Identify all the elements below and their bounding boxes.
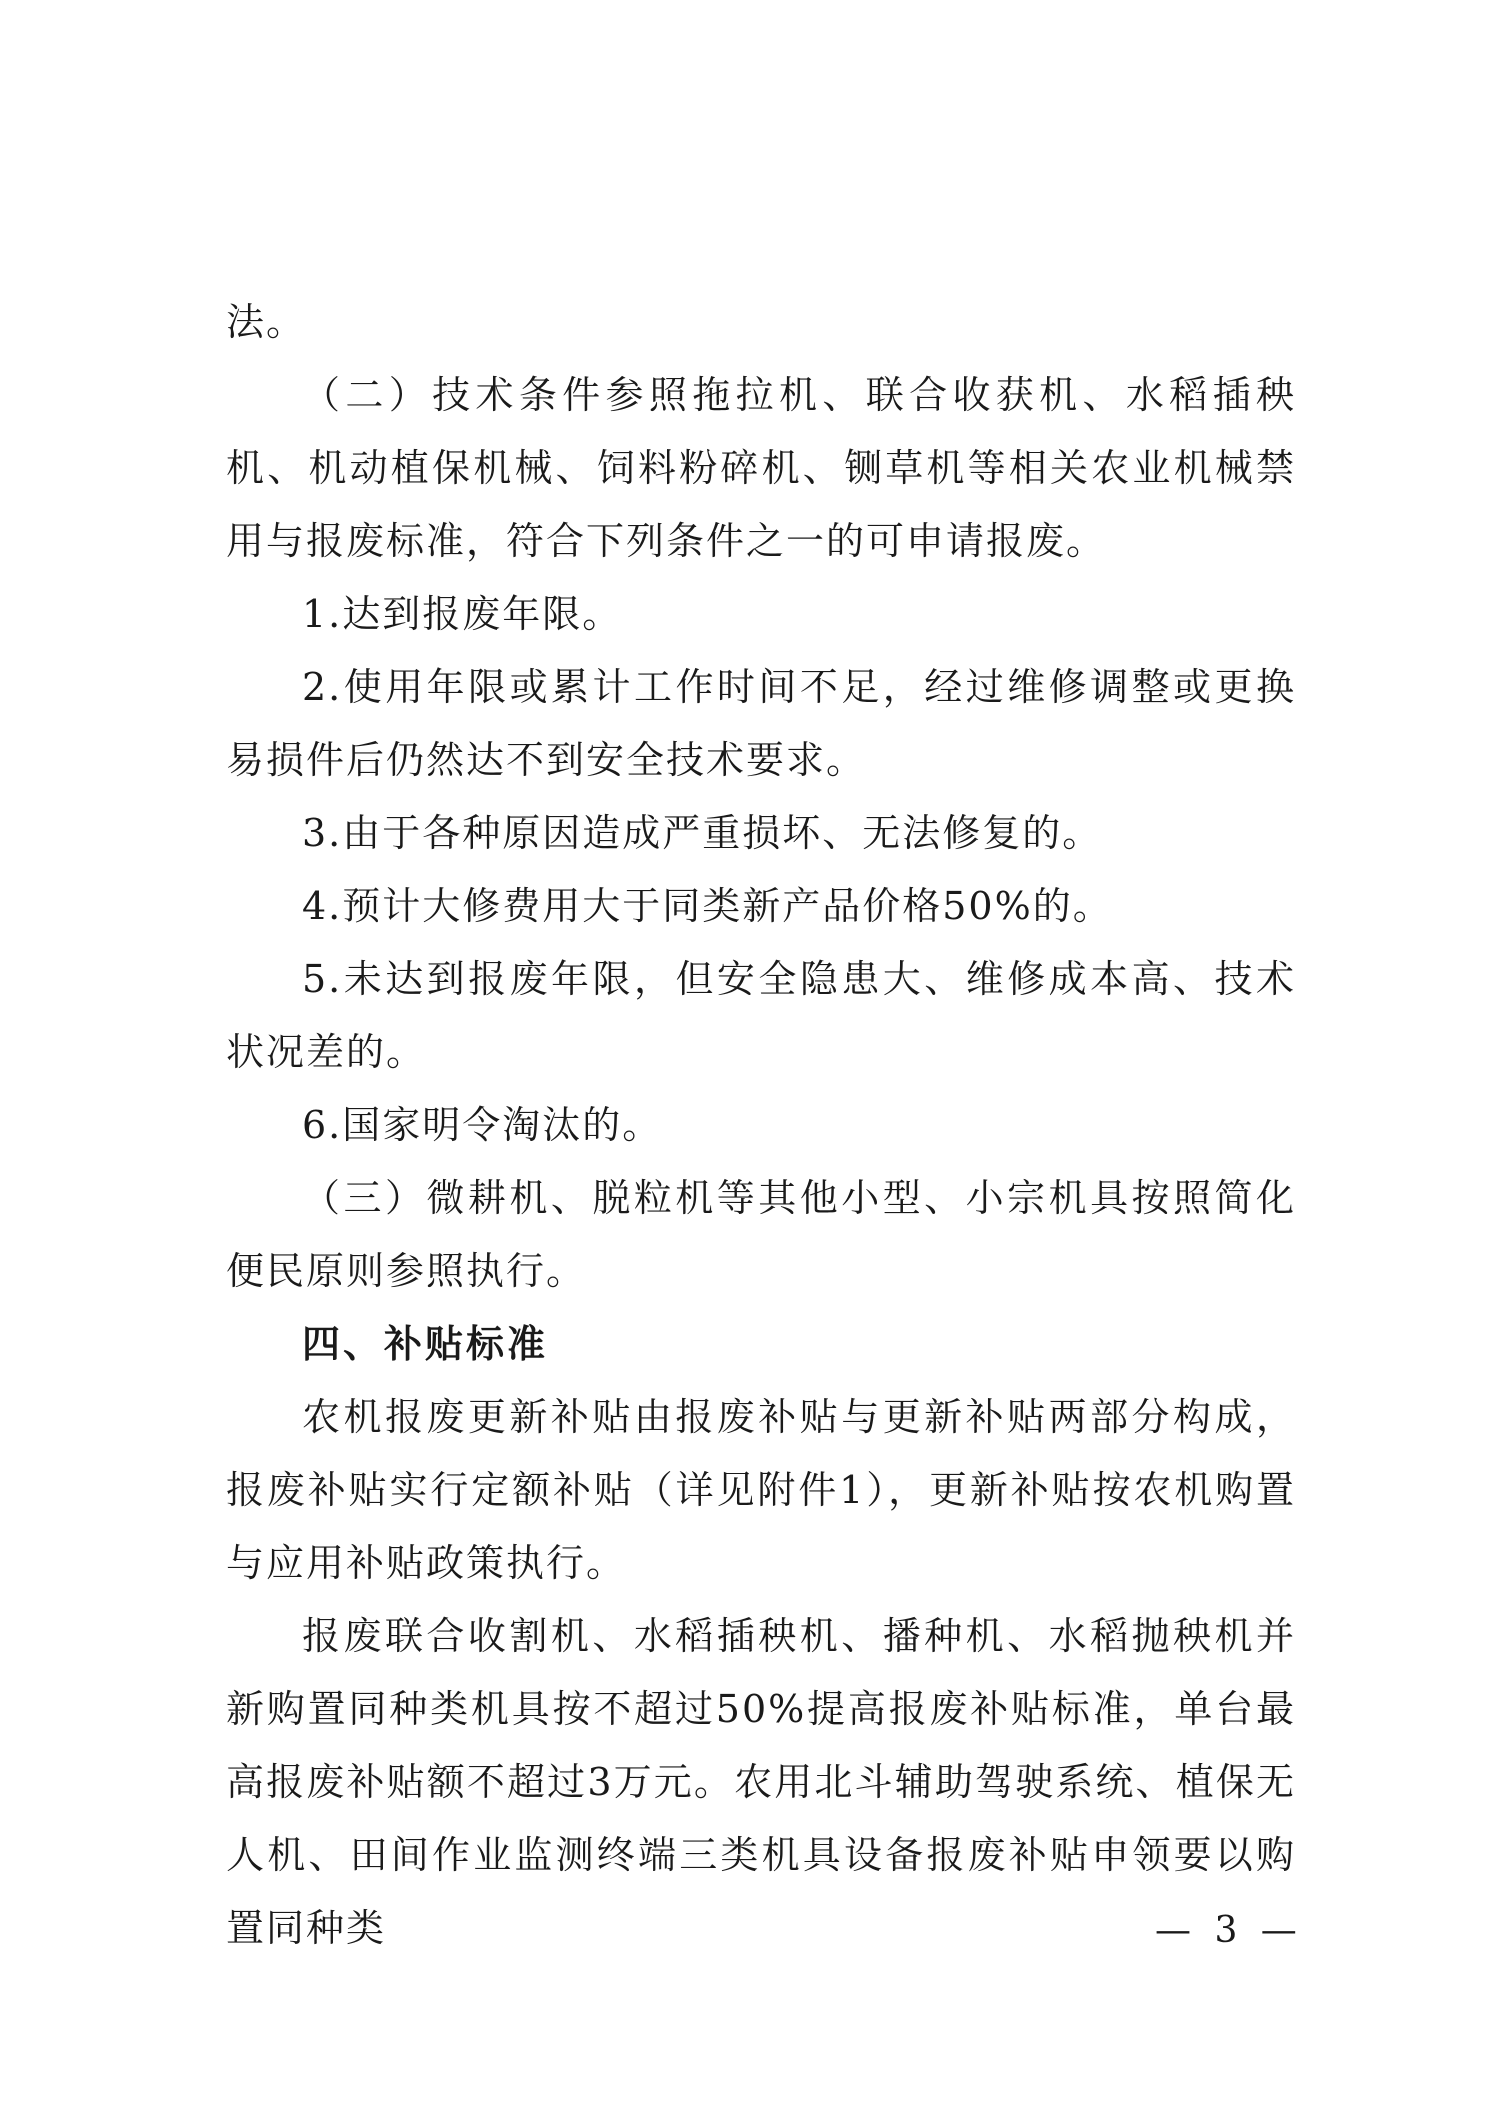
- document-body: [226, 286, 1296, 1965]
- condition-item-5: 5.未达到报废年限，但安全隐患大、维修成本高、技术状况差的。: [226, 957, 1296, 1074]
- condition-item-2: 2.使用年限或累计工作时间不足，经过维修调整或更换易损件后仍然达不到安全技术要求。: [226, 665, 1296, 782]
- section-heading: 四、补贴标准: [302, 1322, 549, 1366]
- condition-item-4: 4.预计大修费用大于同类新产品价格50%的。: [302, 884, 1113, 928]
- paragraph-subsidy-composition: 农机报废更新补贴由报废补贴与更新补贴两部分构成，报废补贴实行定额补贴（详见附件1），更新补贴按农机购置与应用补贴政策执行。: [226, 1395, 1296, 1585]
- paragraph-subsidy-increase: 报废联合收割机、水稻插秧机、播种机、水稻抛秧机并新购置同种类机具按不超过50%提高报废补贴标准，单台最高报废补贴额不超过3万元。农用北斗辅助驾驶系统、植保无人机、田间作业监测终端三类机具设备报废补贴申领要以购置同种类: [226, 1614, 1296, 1950]
- condition-item-3: 3.由于各种原因造成严重损坏、无法修复的。: [302, 811, 1103, 855]
- page-number: — 3 —: [1155, 1910, 1303, 1951]
- paragraph-small-machines: （三）微耕机、脱粒机等其他小型、小宗机具按照简化便民原则参照执行。: [226, 1176, 1296, 1293]
- condition-item-6: 6.国家明令淘汰的。: [302, 1103, 663, 1147]
- paragraph-technical-conditions: （二）技术条件参照拖拉机、联合收获机、水稻插秧机、机动植保机械、饲料粉碎机、铡草机等相关农业机械禁用与报废标准，符合下列条件之一的可申请报废。: [226, 373, 1296, 563]
- paragraph-continuation: 法。: [226, 300, 307, 344]
- condition-item-1: 1.达到报废年限。: [302, 592, 623, 636]
